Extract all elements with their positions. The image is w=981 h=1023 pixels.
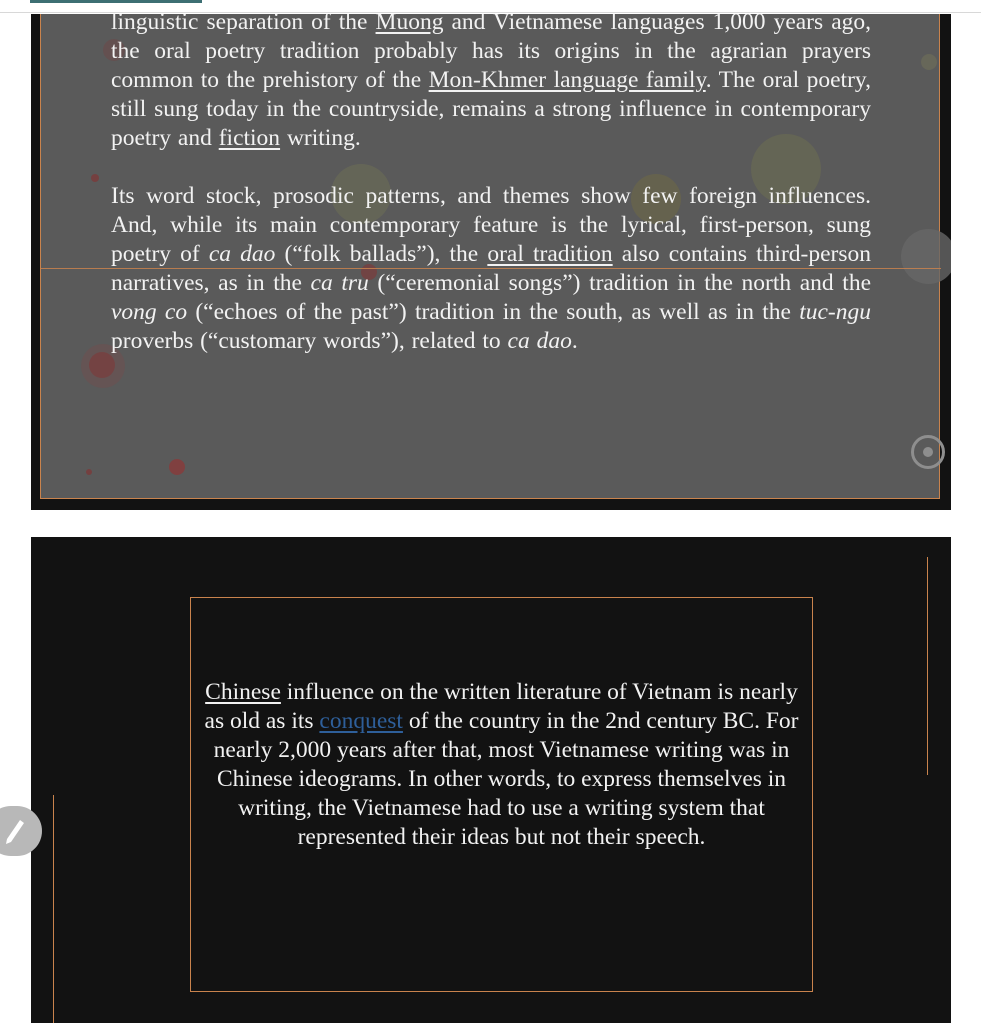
text-run: proverbs (“customary words”), related to bbox=[111, 328, 508, 354]
text-run: of the country in the 2nd century BC. For nearly 2,000 years after that, most Vietnamese writing was in Chinese ideograms. In other words, to express themselves in writing, the Vietnamese had to use a writing system that represented their ideas but not their speech. bbox=[213, 708, 799, 850]
slide-1-paragraph-1 bbox=[111, 14, 871, 153]
decor-dot bbox=[86, 469, 92, 475]
decor-dot bbox=[921, 54, 937, 70]
italic-term: tuc-ngu bbox=[799, 299, 871, 325]
text-run: linguistic separation of the bbox=[111, 14, 376, 35]
text-run: (“ceremonial songs”) tradition in the north and the bbox=[368, 270, 871, 296]
slide-2-paragraph bbox=[199, 678, 804, 852]
italic-term: ca dao bbox=[507, 328, 572, 354]
top-strip bbox=[0, 0, 981, 14]
italic-term: ca tru bbox=[310, 270, 369, 296]
text-run: influence on the written literature of Vietnam is nearly as old as its bbox=[204, 679, 798, 734]
divider bbox=[0, 12, 981, 13]
slide-1-text bbox=[111, 14, 871, 356]
text-run: also contains third-person narratives, as in the bbox=[111, 241, 872, 296]
text-run: . bbox=[571, 328, 578, 354]
accent-line bbox=[927, 557, 928, 775]
decor-dot bbox=[91, 174, 99, 182]
accent-line bbox=[53, 795, 54, 1023]
text-run: writing. bbox=[280, 125, 361, 151]
slide-2-text bbox=[199, 678, 804, 852]
progress-bar bbox=[30, 0, 202, 3]
conquest-link[interactable]: conquest bbox=[319, 708, 403, 734]
fiction-link[interactable]: fiction bbox=[218, 125, 281, 151]
pencil-icon bbox=[4, 815, 26, 845]
text-run: Its word stock, prosodic patterns, and themes show few foreign influences. And, while its main contemporary feature is the lyrical, first-person, sung poetry of bbox=[111, 183, 871, 267]
text-run: . The oral poetry, still sung today in the countryside, remains a strong influence in contemporary poetry and bbox=[111, 67, 871, 151]
oral-tradition-link[interactable]: oral tradition bbox=[487, 241, 613, 267]
chinese-link[interactable]: Chinese bbox=[205, 679, 281, 705]
slide-2 bbox=[31, 537, 951, 1023]
text-run: and Vietnamese languages 1,000 years ago, the oral poetry tradition probably has its origins in the agrarian prayers common to the prehistory of the bbox=[111, 14, 872, 93]
slide-1 bbox=[31, 14, 951, 510]
decor-dot bbox=[169, 459, 185, 475]
slide-1-paragraph-2 bbox=[111, 182, 871, 356]
muong-link[interactable]: Muong bbox=[375, 14, 444, 35]
text-run: (“folk ballads”), the bbox=[275, 241, 488, 267]
text-run: (“echoes of the past”) tradition in the south, as well as in the bbox=[187, 299, 800, 325]
audio-target-icon[interactable] bbox=[911, 435, 945, 469]
italic-term: vong co bbox=[111, 299, 188, 325]
mon-khmer-link[interactable]: Mon-Khmer language family bbox=[428, 67, 706, 93]
italic-term: ca dao bbox=[208, 241, 276, 267]
decor-dot bbox=[901, 229, 951, 284]
